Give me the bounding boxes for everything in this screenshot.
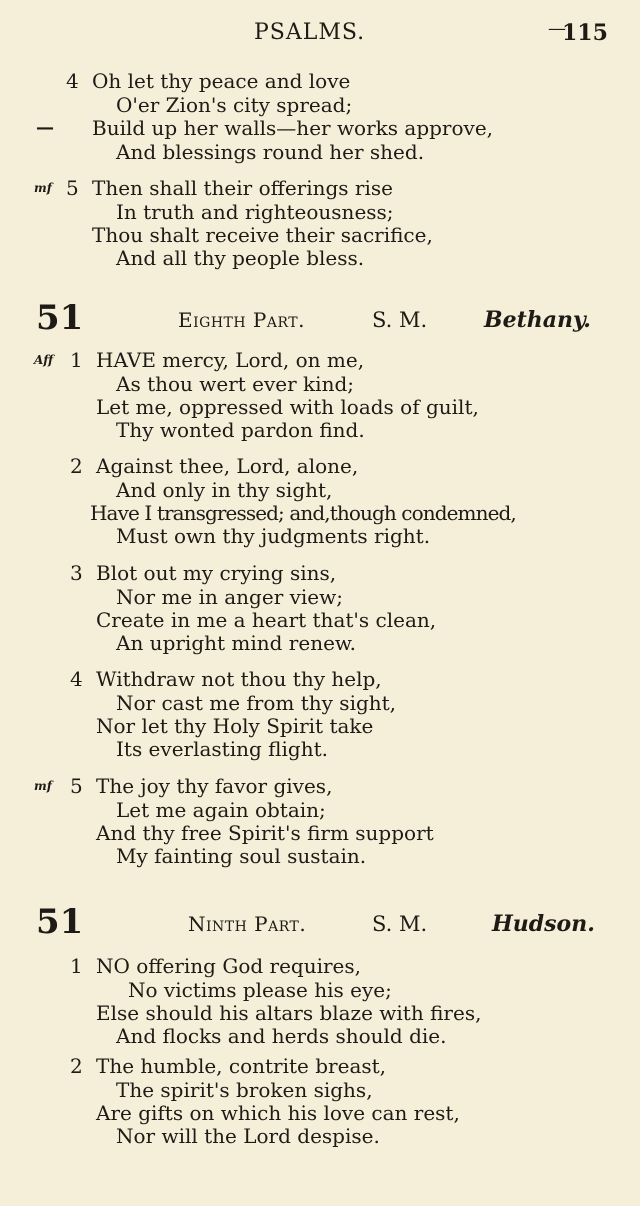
psalm-number: 51 — [36, 298, 84, 338]
meter: S. M. — [372, 308, 428, 332]
verse-line: Nor let thy Holy Spirit take — [96, 714, 374, 738]
verse-line: And only in thy sight, — [116, 478, 333, 502]
verse-line: As thou wert ever kind; — [116, 372, 354, 396]
meter: S. M. — [372, 912, 428, 936]
dynamic-mark: mf — [34, 779, 52, 793]
dynamic-mark: — — [36, 117, 54, 138]
stanza-number: 3 — [70, 561, 83, 585]
verse-line: Withdraw not thou thy help, — [96, 667, 382, 691]
verse-line: Let me again obtain; — [116, 798, 326, 822]
verse-line: Nor me in anger view; — [116, 585, 344, 609]
psalm-number: 51 — [36, 902, 84, 942]
tune-name: Hudson. — [492, 911, 595, 937]
verse-line: Build up her walls—her works approve, — [92, 116, 494, 140]
verse-line: Are gifts on which his love can rest, — [96, 1101, 460, 1125]
verse-line: An upright mind renew. — [116, 631, 357, 655]
verse-line: Against thee, Lord, alone, — [96, 454, 359, 478]
verse-line: The spirit's broken sighs, — [116, 1078, 373, 1102]
dynamic-mark: Aff — [34, 353, 54, 367]
verse-line: Create in me a heart that's clean, — [96, 608, 437, 632]
verse-line: NO offering God requires, — [96, 954, 362, 978]
verse-line: Thy wonted pardon find. — [116, 418, 365, 442]
verse-line: In truth and righteousness; — [116, 200, 394, 224]
verse-line: Then shall their offerings rise — [92, 176, 393, 200]
stanza-number: 5 — [66, 176, 79, 200]
verse-line: O'er Zion's city spread; — [116, 93, 353, 117]
verse-line: Oh let thy peace and love — [92, 69, 351, 93]
stanza-number: 2 — [70, 1054, 83, 1078]
stanza-number: 1 — [70, 348, 83, 372]
part-title: Eighth Part. — [178, 308, 305, 332]
verse-line: HAVE mercy, Lord, on me, — [96, 348, 365, 372]
page-number: 115 — [562, 20, 608, 46]
verse-line: And blessings round her shed. — [116, 140, 425, 164]
dynamic-mark: mf — [34, 181, 52, 195]
verse-line: Nor will the Lord despise. — [116, 1124, 380, 1148]
verse-line: Have I transgressed; and,though condemned, — [90, 501, 516, 525]
verse-line: Must own thy judgments right. — [116, 524, 431, 548]
verse-line: Nor cast me from thy sight, — [116, 691, 397, 715]
verse-line: And thy free Spirit's firm support — [96, 821, 434, 845]
part-title: Ninth Part. — [188, 912, 307, 936]
verse-line: The joy thy favor gives, — [96, 774, 333, 798]
stanza-number: 2 — [70, 454, 83, 478]
verse-line: Blot out my crying sins, — [96, 561, 337, 585]
verse-line: Else should his altars blaze with fires, — [96, 1001, 482, 1025]
running-head: PSALMS. — [254, 20, 366, 45]
verse-line: Thou shalt receive their sacrifice, — [92, 223, 433, 247]
stanza-number: 5 — [70, 774, 83, 798]
stanza-number: 1 — [70, 954, 83, 978]
tune-name: Bethany. — [484, 307, 591, 333]
stanza-number: 4 — [70, 667, 83, 691]
verse-line: My fainting soul sustain. — [116, 844, 367, 868]
verse-line: No victims please his eye; — [128, 978, 392, 1002]
stanza-number: 4 — [66, 69, 79, 93]
verse-line: Its everlasting flight. — [116, 737, 328, 761]
verse-line: Let me, oppressed with loads of guilt, — [96, 395, 479, 419]
verse-line: And flocks and herds should die. — [116, 1024, 447, 1048]
verse-line: The humble, contrite breast, — [96, 1054, 387, 1078]
verse-line: And all thy people bless. — [116, 246, 365, 270]
head-rule: — — [548, 18, 567, 39]
